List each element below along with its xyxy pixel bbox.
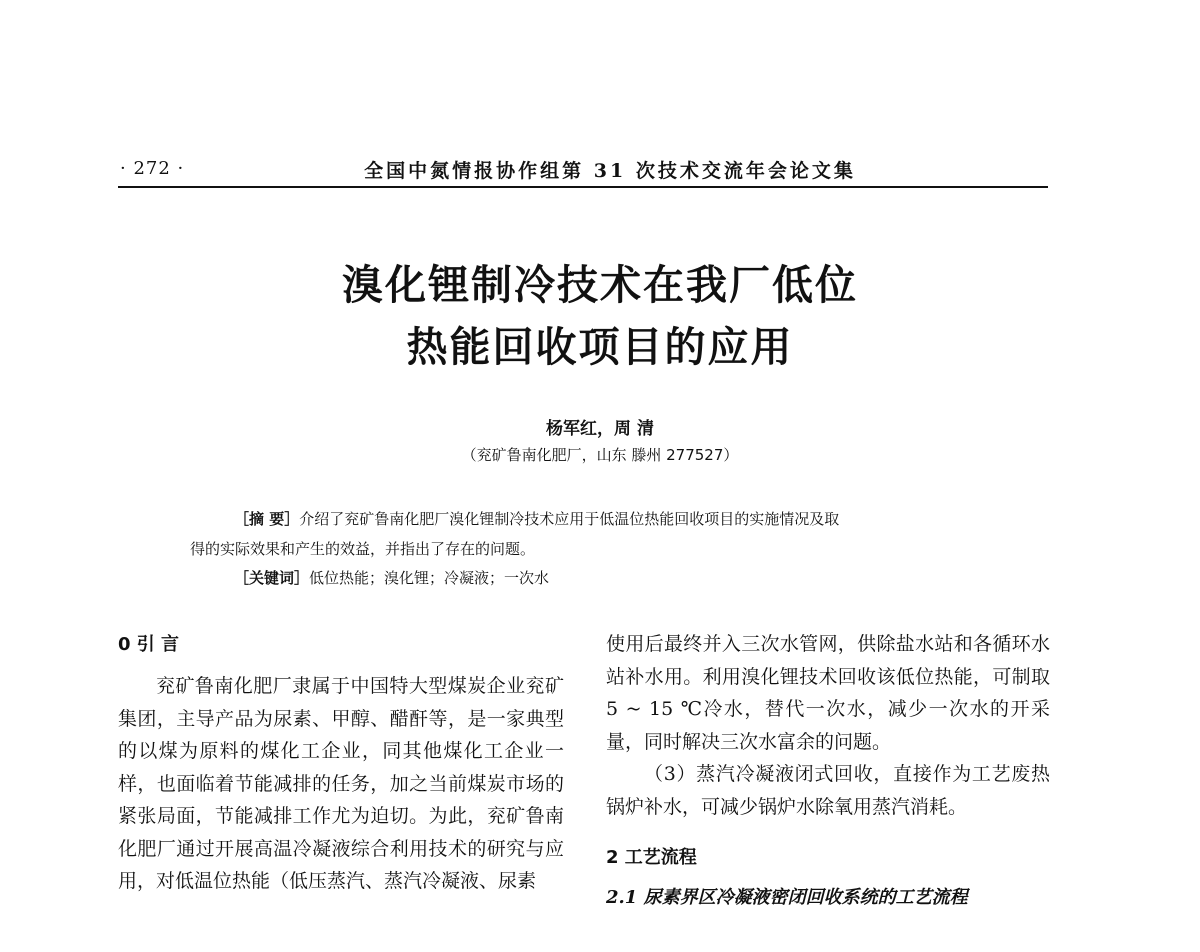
page-number: · 272 ·: [120, 158, 185, 179]
header-rule: [118, 186, 1048, 188]
subsection-2-1-heading: 2.1 尿素界区冷凝液密闭回收系统的工艺流程: [606, 887, 968, 908]
running-header-title: 全国中氮情报协作组第 31 次技术交流年会论文集: [364, 160, 856, 182]
article-title-line-2: 热能回收项目的应用: [406, 323, 794, 371]
abstract-tag: ［摘 要］: [234, 510, 300, 528]
keywords-tag: ［关键词］: [234, 569, 310, 587]
right-column: [606, 628, 1050, 913]
left-column: [118, 630, 564, 898]
keywords-text: 低位热能；溴化锂；冷凝液；一次水: [309, 569, 550, 587]
article-title-line-1: 溴化锂制冷技术在我厂低位: [342, 261, 858, 309]
abstract-line-2: 得的实际效果和产生的效益，并指出了存在的问题。: [190, 540, 536, 558]
item-3-paragraph: （3）蒸汽冷凝液闭式回收，直接作为工艺废热锅炉补水，可减少锅炉水除氧用蒸汽消耗。: [606, 763, 1050, 818]
intro-paragraph: 兖矿鲁南化肥厂隶属于中国特大型煤炭企业兖矿集团，主导产品为尿素、甲醇、醋酐等，是一家典型的以煤为原料的煤化工企业，同其他煤化工企业一样，也面临着节能减排的任务，加之当前煤炭市场的紧张局面，节能减排工作尤为迫切。为此，兖矿鲁南化肥厂通过开展高温冷凝液综合利用技术的研究与应用，对低温位热能（低压蒸汽、蒸汽冷凝液、尿素: [118, 675, 564, 892]
keywords-line: [234, 567, 549, 588]
abstract-text-1: 介绍了兖矿鲁南化肥厂溴化锂制冷技术应用于低温位热能回收项目的实施情况及取: [299, 510, 840, 528]
affiliation: （兖矿鲁南化肥厂，山东 滕州 277527）: [461, 446, 739, 464]
section-2-heading: 2 工艺流程: [606, 847, 697, 868]
authors: 杨军红，周 清: [546, 419, 654, 439]
continued-paragraph: 使用后最终并入三次水管网，供除盐水站和各循环水站补水用。利用溴化锂技术回收该低位热能，可制取 5 ~ 15 ℃冷水，替代一次水，减少一次水的开采量，同时解决三次水富余的问题。: [606, 633, 1050, 753]
section-0-heading: 0 引 言: [118, 634, 180, 655]
abstract-line-1: [234, 508, 839, 529]
